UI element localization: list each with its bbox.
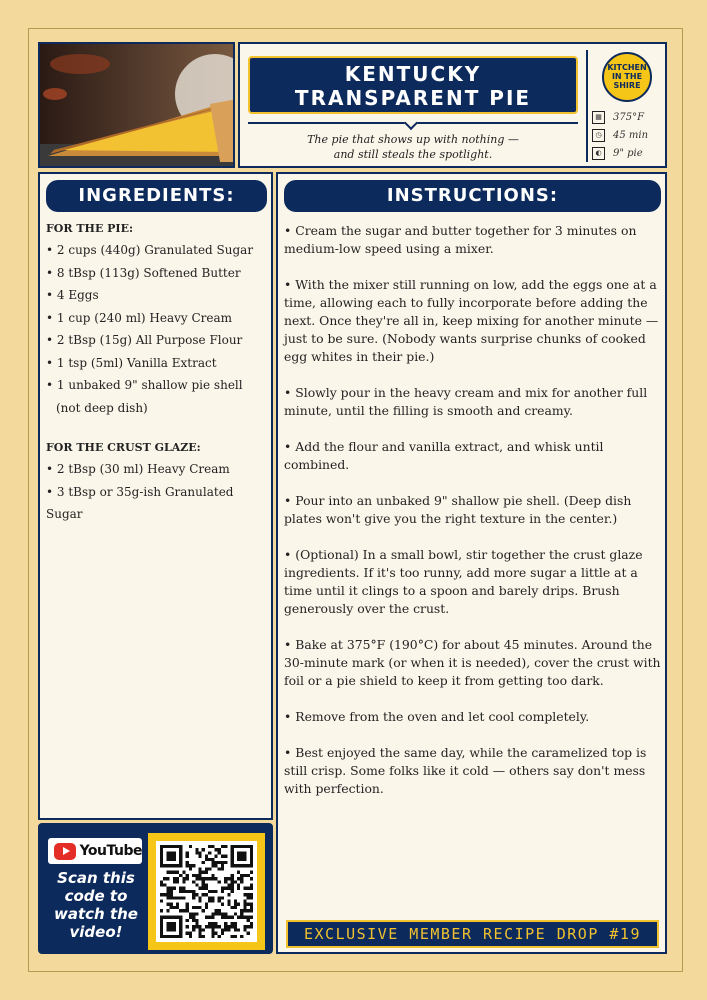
header-separator bbox=[586, 50, 588, 162]
list-item: • 1 unbaked 9" shallow pie shell bbox=[46, 378, 243, 392]
list-item: • 2 cups (440g) Granulated Sugar bbox=[46, 243, 254, 257]
stat-temperature-value: 375°F bbox=[613, 111, 645, 123]
pie-photo bbox=[38, 42, 235, 168]
qr-frame bbox=[148, 833, 265, 950]
video-panel bbox=[38, 823, 273, 954]
qr-code[interactable] bbox=[156, 841, 257, 942]
tagline-line1: The pie that shows up with nothing — bbox=[307, 133, 519, 146]
youtube-badge[interactable] bbox=[48, 838, 142, 864]
ingredients-panel bbox=[38, 172, 273, 820]
scan-cta: Scan this code to watch the video! bbox=[54, 869, 138, 941]
pie-subheading: FOR THE PIE: bbox=[46, 222, 134, 235]
list-item: • 1 tsp (5ml) Vanilla Extract bbox=[46, 355, 217, 370]
kitchen-in-the-shire-logo: KITCHEN IN THE SHIRE bbox=[602, 52, 652, 102]
instruction-step: • With the mixer still running on low, add the eggs one at a time, allowing each to fully incorporate before adding the next. Once they're all in, keep mixing for another minute — just to be sure. (Nobody wants surprise chunks of cooked egg whites in their pie.) bbox=[284, 277, 659, 364]
instruction-step: • Add the flour and vanilla extract, and whisk until combined. bbox=[284, 439, 604, 472]
list-item: • 3 tBsp or 35g-ish Granulated Sugar bbox=[46, 484, 234, 521]
list-item: • 1 cup (240 ml) Heavy Cream bbox=[46, 310, 233, 325]
recipe-title-line1: KENTUCKY bbox=[344, 62, 482, 86]
recipe-title-line2: TRANSPARENT PIE bbox=[294, 86, 532, 110]
glaze-subheading: FOR THE CRUST GLAZE: bbox=[46, 441, 201, 454]
title-panel bbox=[238, 42, 667, 168]
instructions-panel bbox=[276, 172, 667, 954]
list-item: • 4 Eggs bbox=[46, 288, 99, 302]
recipe-title bbox=[248, 56, 578, 114]
youtube-label: YouTube bbox=[79, 843, 142, 859]
list-item: • 2 tBsp (30 ml) Heavy Cream bbox=[46, 462, 230, 476]
stat-size-value: 9" pie bbox=[613, 147, 643, 159]
ingredients-heading: INGREDIENTS: bbox=[46, 180, 267, 212]
pie-dish-icon: ◐ bbox=[592, 147, 605, 160]
stat-temperature bbox=[592, 108, 644, 126]
list-item: • 2 tBsp (15g) All Purpose Flour bbox=[46, 333, 243, 347]
stat-time bbox=[592, 126, 648, 144]
instructions-heading: INSTRUCTIONS: bbox=[284, 180, 661, 212]
instructions-list bbox=[284, 222, 662, 816]
title-caret-icon bbox=[404, 116, 418, 130]
list-item: (not deep dish) bbox=[56, 400, 148, 415]
stat-time-value: 45 min bbox=[613, 129, 649, 141]
instruction-step: • Pour into an unbaked 9" shallow pie shell. (Deep dish plates won't give you the right texture in the center.) bbox=[284, 493, 632, 526]
instruction-step: • Cream the sugar and butter together for 3 minutes on medium-low speed using a mixer. bbox=[284, 223, 637, 256]
oven-icon: ▦ bbox=[592, 111, 605, 124]
timer-icon: ◷ bbox=[592, 129, 605, 142]
instruction-step: • (Optional) In a small bowl, stir together the crust glaze ingredients. If it's too runny, add more sugar a little at a time until it clings to a spoon and barely drips. Brush generously over the crust. bbox=[284, 547, 643, 616]
instruction-step: • Remove from the oven and let cool completely. bbox=[284, 709, 590, 724]
member-drop-banner: EXCLUSIVE MEMBER RECIPE DROP #19 bbox=[286, 920, 659, 948]
recipe-tagline bbox=[248, 132, 578, 162]
tagline-line2: and still steals the spotlight. bbox=[333, 148, 493, 161]
ingredients-list bbox=[46, 222, 268, 526]
youtube-play-icon bbox=[54, 843, 76, 860]
instruction-step: • Best enjoyed the same day, while the caramelized top is still crisp. Some folks like it cold — others say don't mess with perfection. bbox=[284, 745, 647, 796]
stat-size bbox=[592, 144, 643, 162]
list-item: • 8 tBsp (113g) Softened Butter bbox=[46, 265, 241, 280]
instruction-step: • Slowly pour in the heavy cream and mix for another full minute, until the filling is smooth and creamy. bbox=[284, 385, 648, 418]
instruction-step: • Bake at 375°F (190°C) for about 45 minutes. Around the 30-minute mark (or when it is needed), cover the crust with foil or a pie shield to keep it from getting too dark. bbox=[284, 637, 661, 688]
